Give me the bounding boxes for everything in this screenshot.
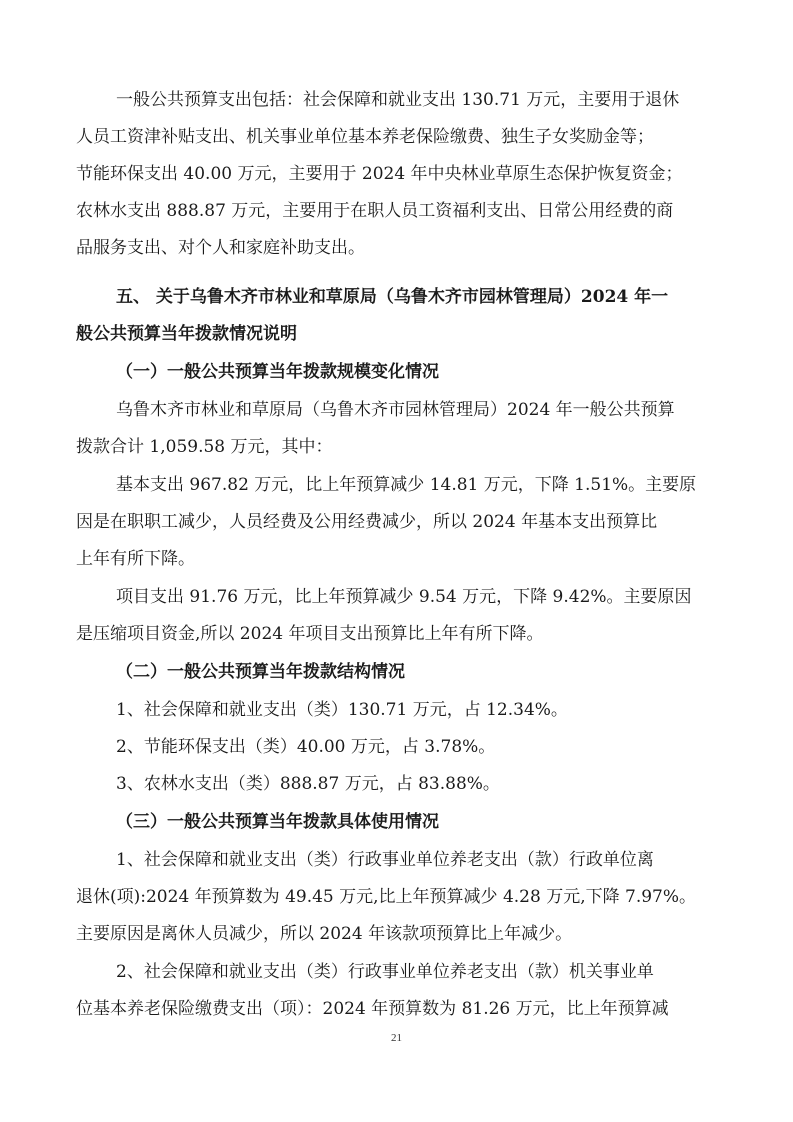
text-line: 2、节能环保支出（类）40.00 万元，占 3.78%。 bbox=[116, 737, 496, 757]
text-line: 一般公共预算支出包括：社会保障和就业支出 130.71 万元，主要用于退休 bbox=[116, 90, 680, 110]
text-line: 退休(项):2024 年预算数为 49.45 万元,比上年预算减少 4.28 万元,下降 7.97%。 bbox=[76, 887, 697, 907]
text-line: 位基本养老保险缴费支出（项）：2024 年预算数为 81.26 万元，比上年预算减 bbox=[76, 999, 669, 1019]
text-line: 3、农林水支出（类）888.87 万元，占 83.88%。 bbox=[116, 774, 500, 794]
section-heading: 五、 关于乌鲁木齐市林业和草原局（乌鲁木齐市园林管理局）2024 年一 bbox=[116, 287, 669, 307]
text-line: 乌鲁木齐市林业和草原局（乌鲁木齐市园林管理局）2024 年一般公共预算 bbox=[116, 400, 675, 420]
text-line: 基本支出 967.82 万元，比上年预算减少 14.81 万元，下降 1.51%。主要原 bbox=[116, 475, 697, 495]
text-line: 项目支出 91.76 万元，比上年预算减少 9.54 万元，下降 9.42%。主要原因 bbox=[116, 587, 692, 607]
text-line: 农林水支出 888.87 万元，主要用于在职人员工资福利支出、日常公用经费的商 bbox=[76, 201, 674, 221]
text-line: 品服务支出、对个人和家庭补助支出。 bbox=[76, 238, 365, 258]
text-line: 节能环保支出 40.00 万元，主要用于 2024 年中央林业草原生态保护恢复资金； bbox=[76, 164, 683, 184]
page-number: 21 bbox=[391, 1032, 402, 1044]
text-line: 是压缩项目资金,所以 2024 年项目支出预算比上年有所下降。 bbox=[76, 624, 544, 644]
text-line: 上年有所下降。 bbox=[76, 549, 195, 569]
text-line: 拨款合计 1,059.58 万元，其中： bbox=[76, 437, 333, 457]
subsection-heading: （二）一般公共预算当年拨款结构情况 bbox=[116, 662, 405, 682]
subsection-heading: （一）一般公共预算当年拨款规模变化情况 bbox=[116, 362, 439, 382]
subsection-heading: （三）一般公共预算当年拨款具体使用情况 bbox=[116, 812, 439, 832]
text-line: 1、社会保障和就业支出（类）行政事业单位养老支出（款）行政单位离 bbox=[116, 850, 654, 870]
section-heading: 般公共预算当年拨款情况说明 bbox=[76, 324, 297, 344]
text-line: 因是在职职工减少，人员经费及公用经费减少，所以 2024 年基本支出预算比 bbox=[76, 512, 658, 532]
text-line: 人员工资津补贴支出、机关事业单位基本养老保险缴费、独生子女奖励金等； bbox=[76, 127, 654, 147]
text-line: 1、社会保障和就业支出（类）130.71 万元，占 12.34%。 bbox=[116, 700, 568, 720]
text-line: 2、社会保障和就业支出（类）行政事业单位养老支出（款）机关事业单 bbox=[116, 962, 654, 982]
text-line: 主要原因是离休人员减少，所以 2024 年该款项预算比上年减少。 bbox=[76, 924, 573, 944]
